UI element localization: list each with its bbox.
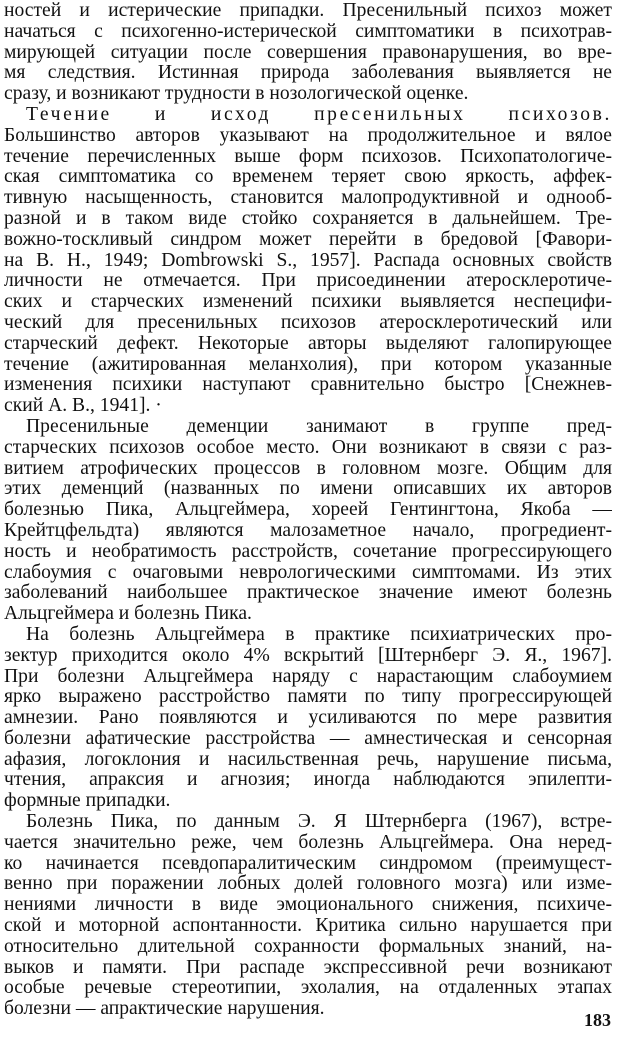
text-line: На болезнь Альцгеймера в практике психиатрических про-	[26, 624, 612, 645]
text-line: афазия, логоклония и насильственная речь, нарушение письма,	[4, 749, 612, 770]
text-line: ских и старческих изменений психики выявляется неспецифи-	[4, 292, 612, 313]
text-line: ность и необратимость расстройств, сочетание прогрессирующего	[4, 541, 612, 562]
text-line: старческих психозов особое место. Они возникают в связи с раз-	[4, 437, 612, 458]
text-line: При болезни Альцгеймера наряду с нарастающим слабоумием	[4, 666, 612, 687]
text-line: особые речевые стереотипии, эхолалия, на отдаленных этапах	[4, 978, 612, 999]
text-line: мирующей ситуации после совершения правонарушения, во вре-	[4, 42, 612, 63]
text-line: чтения, апраксия и агнозия; иногда наблюдаются эпилепти-	[4, 770, 612, 791]
text-line: ко начинается псевдопаралитическим синдромом (преимущест-	[4, 853, 612, 874]
text-line: болезни афатические расстройства — амнестическая и сенсорная	[4, 728, 612, 749]
text-line: Крейтцфельдта) являются малозаметное начало, прогредиент-	[4, 520, 612, 541]
text-line: разной и в таком виде стойко сохраняется в дальнейшем. Тре-	[4, 208, 612, 229]
text-line: начаться с психогенно-истерической симптоматики в психотрав-	[4, 21, 612, 42]
section-heading-line: Пресенильные деменции занимают в группе пред-	[26, 416, 612, 437]
text-line: старческий дефект. Некоторые авторы выделяют галопирующее	[4, 333, 612, 354]
text-line: Болезнь Пика, по данным Э. Я Штернберга (1967), встре-	[26, 812, 612, 833]
text-line: относительно длительной сохранности формальных знаний, на-	[4, 936, 612, 957]
text-line: слабоумия с очаговыми неврологическими симптомами. Из этих	[4, 562, 612, 583]
text-line: болезнью Пика, Альцгеймера, хореей Гентингтона, Якоба —	[4, 500, 612, 521]
text-line: течение перечисленных выше форм психозов. Психопатологиче-	[4, 146, 612, 167]
text-line: Альцгеймера и болезнь Пика.	[4, 604, 252, 625]
text-line: этих деменций (названных по имени описавших их авторов	[4, 479, 612, 500]
text-line: личности не отмечается. При присоединении атеросклеротиче-	[4, 271, 612, 292]
text-line: ский А. В., 1941]. ·	[4, 396, 162, 417]
text-line: вожно-тоскливый синдром может перейти в бредовой [Фавори-	[4, 229, 612, 250]
text-line: ской и моторной аспонтанности. Критика сильно нарушается при	[4, 916, 612, 937]
text-line: нениями личности в виде эмоционального снижения, психиче-	[4, 895, 612, 916]
text-line: витием атрофических процессов в головном мозге. Общим для	[4, 458, 612, 479]
text-line: на В. Н., 1949; Dombrowski S., 1957]. Распада основных свойств	[4, 250, 612, 271]
text-line: течение (ажитированная меланхолия), при котором указанные	[4, 354, 612, 375]
text-line: мя следствия. Истинная природа заболевания выявляется не	[4, 63, 612, 84]
text-line: амнезии. Рано появляются и усиливаются по мере развития	[4, 708, 612, 729]
text-line: зектур приходится около 4% вскрытий [Штернберг Э. Я., 1967].	[4, 645, 612, 666]
text-line: чается значительно реже, чем болезнь Альцгеймера. Она неред-	[4, 832, 612, 853]
text-line: сразу, и возникают трудности в нозологической оценке.	[4, 84, 469, 105]
text-line: болезни — апрактические нарушения.	[4, 999, 325, 1020]
text-line: ярко выражено расстройство памяти по типу прогрессирующей	[4, 687, 612, 708]
text-line: ская симптоматика со временем теряет свою яркость, аффек-	[4, 167, 612, 188]
text-line: заболеваний наибольшее практическое значение имеют болезнь	[4, 583, 612, 604]
section-heading-line: Течение и исход пресенильных психозов.	[26, 104, 612, 125]
text-line: ческий для пресенильных психозов атеросклеротический или	[4, 312, 612, 333]
text-line: изменения психики наступают сравнительно быстро [Снежнев-	[4, 375, 612, 396]
page-number: 183	[584, 1010, 611, 1030]
body-text	[4, 1, 612, 1020]
text-line: венно при поражении лобных долей головного мозга) или изме-	[4, 874, 612, 895]
text-line: ностей и истерические припадки. Пресенильный психоз может	[4, 1, 612, 21]
text-line: тивную насыщенность, становится малопродуктивной и однооб-	[4, 188, 612, 209]
text-line: Большинство авторов указывают на продолжительное и вялое	[4, 125, 612, 146]
text-line: выков и памяти. При распаде экспрессивной речи возникают	[4, 957, 612, 978]
text-line: формные припадки.	[4, 791, 171, 812]
